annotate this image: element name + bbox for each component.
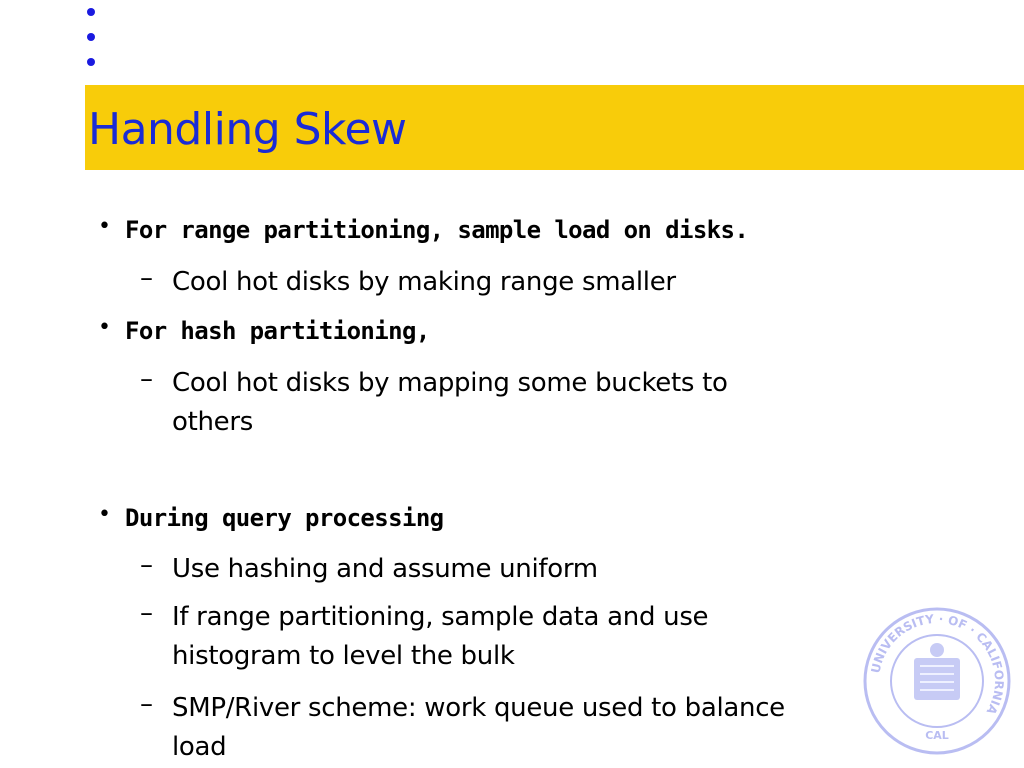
sub-bullet-line: histogram to level the bulk: [172, 641, 515, 671]
sub-bullet-text: [172, 598, 708, 676]
seal-bottom-text: CAL: [925, 729, 949, 742]
dash-icon: –: [140, 364, 153, 394]
sub-bullet-line: SMP/River scheme: work queue used to balance: [172, 693, 785, 723]
bullet-icon: •: [98, 315, 111, 340]
bullet-text: During query processing: [125, 504, 444, 532]
sub-bullet-line: If range partitioning, sample data and use: [172, 602, 709, 632]
sub-bullet-line: load: [172, 732, 227, 762]
sub-bullet-text: [172, 689, 785, 767]
sub-bullet-line: Cool hot disks by mapping some buckets to: [172, 368, 728, 398]
dash-icon: –: [140, 550, 153, 580]
bullet-text: For range partitioning, sample load on disks.: [125, 216, 749, 244]
bullet-text: For hash partitioning,: [125, 317, 430, 345]
slide-title: Handling Skew: [88, 104, 407, 155]
bullet-icon: •: [98, 502, 111, 527]
sub-bullet-text: [172, 364, 728, 442]
sub-bullet-line: others: [172, 407, 254, 437]
seal-ring-text: UNIVERSITY · OF · CALIFORNIA: [868, 611, 1007, 717]
dash-icon: –: [140, 689, 153, 719]
university-seal-icon: [862, 606, 1012, 756]
dash-icon: –: [140, 598, 153, 628]
sub-bullet-text: Cool hot disks by making range smaller: [172, 267, 676, 297]
dash-icon: –: [140, 263, 153, 293]
sub-bullet-text: Use hashing and assume uniform: [172, 554, 598, 584]
bullet-icon: •: [98, 214, 111, 239]
